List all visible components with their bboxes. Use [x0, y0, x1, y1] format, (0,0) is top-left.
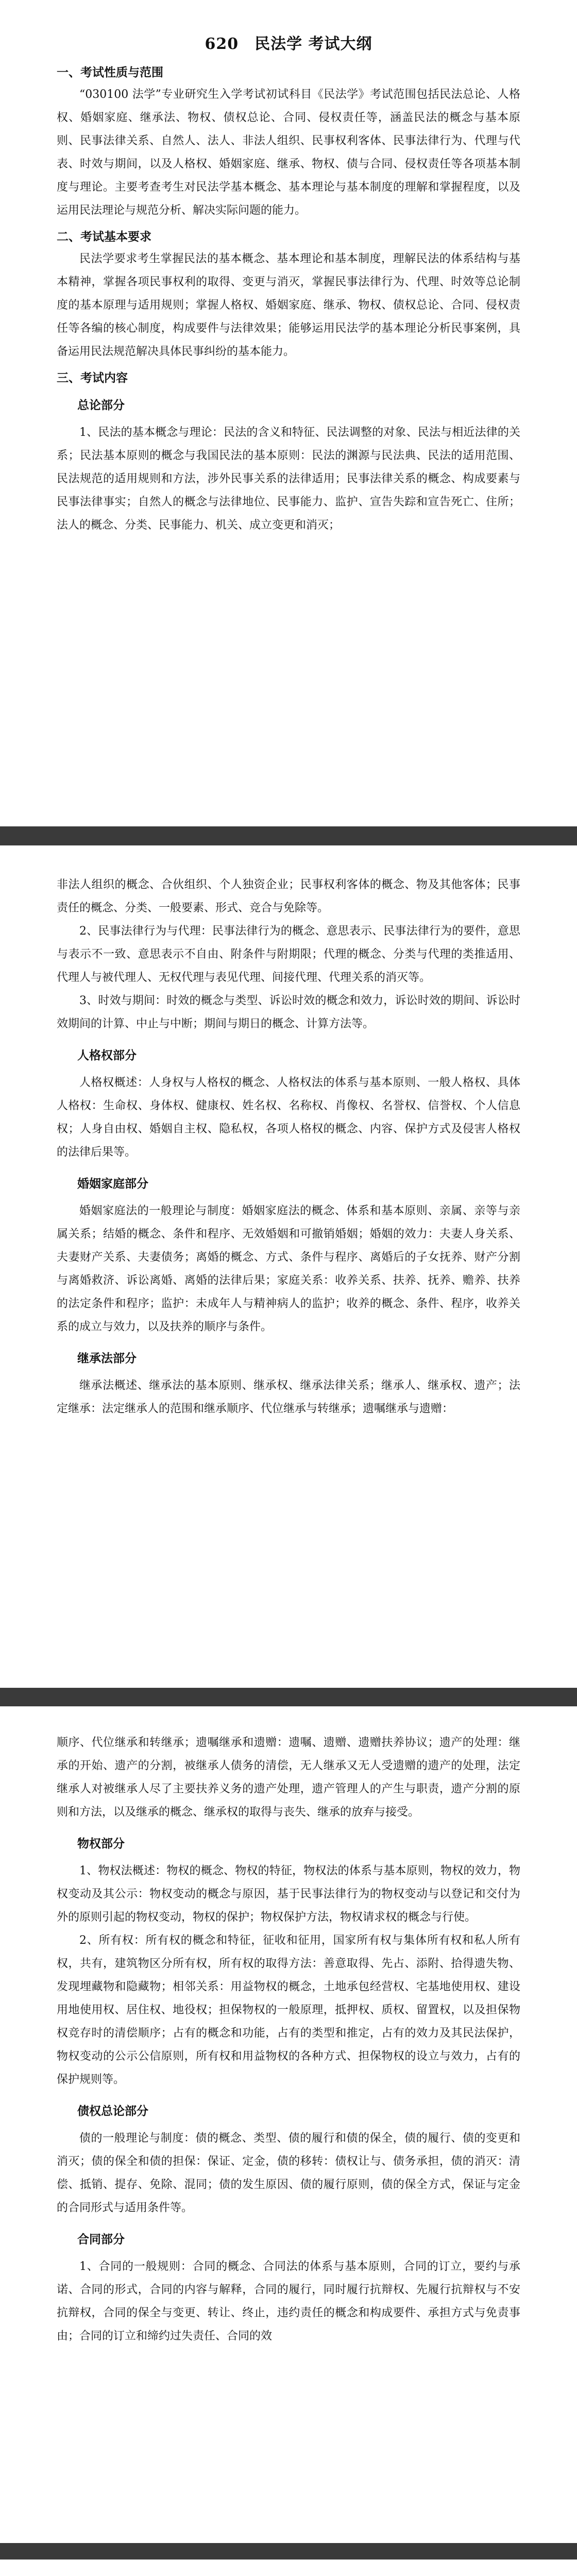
subsection-heading: 继承法部分 [77, 1352, 137, 1365]
subsection-heading: 物权部分 [77, 1837, 125, 1851]
paragraph: 继承法概述、继承法的基本原则、继承权、继承法律关系；继承人、继承权、遗产；法定继承：法定继承人的范围和继承顺序、代位继承与转继承；遗嘱继承与遗赠： [57, 1379, 520, 1415]
section-heading: 二、考试基本要求 [57, 230, 151, 244]
document-title: 620 民法学 考试大纲 [205, 35, 372, 53]
page-content [57, 1731, 520, 2348]
paragraph-continuation: 顺序、代位继承和转继承；遗嘱继承和遗赠：遗嘱、遗赠、遗赠扶养协议；遗产的处理：继承的开始、遗产的分割，被继承人债务的清偿，无人继承又无人受遗赠的遗产的处理，法定继承人对被继承人尽了主要扶养义务的遗产处理，遗产管理人的产生与职责，遗产分割的原则和方法，以及继承的概念、继承权的取得与丧失、继承的放弃与接受。 [57, 1736, 520, 1819]
subsection-heading: 婚姻家庭部分 [77, 1177, 148, 1191]
page-content [57, 31, 520, 537]
document-page [0, 0, 577, 826]
subsection-heading: 债权总论部分 [77, 2105, 148, 2118]
subsection-heading: 总论部分 [77, 399, 125, 412]
paragraph: 债的一般理论与制度：债的概念、类型、债的履行和债的保全，债的履行、债的变更和消灭；债的保全和债的担保：保证、定金，债的移转：债权让与、债务承担，债的消灭：清偿、抵销、提存、免除、混同；债的发生原因、债的履行原则，债的保全方式，保证与定金的合同形式与适用条件等。 [57, 2132, 520, 2214]
paragraph: 1、合同的一般规则：合同的概念、合同法的体系与基本原则，合同的订立，要约与承诺、合同的形式，合同的内容与解释，合同的履行，同时履行抗辩权、先履行抗辩权与不安抗辩权，合同的保全与变更、转让、终止，违约责任的概念和构成要件、承担方式与免责事由；合同的订立和缔约过失责任、合同的效 [57, 2260, 520, 2343]
subsection-heading: 人格权部分 [77, 1049, 137, 1062]
paragraph: 1、民法的基本概念与理论：民法的含义和特征、民法调整的对象、民法与相近法律的关系；民法基本原则的概念与我国民法的基本原则：民法的渊源与民法典、民法的适用范围、民法规范的适用规则和方法，涉外民事关系的法律适用；民事法律关系的概念、构成要素与民事法律事实；自然人的概念与法律地位、民事能力、监护、宣告失踪和宣告死亡、住所；法人的概念、分类、民事能力、机关、成立变更和消灭； [57, 426, 520, 532]
page-content [57, 873, 520, 1420]
document-page [0, 2560, 577, 2576]
section-heading: 一、考试性质与范围 [57, 66, 163, 79]
page-separator [0, 1688, 577, 1707]
paragraph: 民法学要求考生掌握民法的基本概念、基本理论和基本制度，理解民法的体系结构与基本精神，掌握各项民事权利的取得、变更与消灭，掌握民事法律行为、代理、时效等总论制度的基本原理与适用规则；掌握人格权、婚姻家庭、继承、物权、债权总论、合同、侵权责任等各编的核心制度，构成要件与法律效果；能够运用民法学的基本理论分析民事案例，具备运用民法规范解决具体民事纠纷的基本能力。 [57, 252, 520, 358]
paragraph: 2、民事法律行为与代理：民事法律行为的概念、意思表示、民事法律行为的要件，意思与表示不一致、意思表示不自由、附条件与附期限；代理的概念、分类与代理的类推适用、代理人与被代理人、无权代理与表见代理、间接代理、代理关系的消灭等。 [57, 925, 520, 984]
section-heading: 三、考试内容 [57, 371, 128, 385]
paragraph: 婚姻家庭法的一般理论与制度：婚姻家庭法的概念、体系和基本原则、亲属、亲等与亲属关系；结婚的概念、条件和程序、无效婚姻和可撤销婚姻；婚姻的效力：夫妻人身关系、夫妻财产关系、夫妻债务；离婚的概念、方式、条件与程序、离婚后的子女抚养、财产分割与离婚救济、诉讼离婚、离婚的法律后果；家庭关系：收养关系、扶养、抚养、赡养、扶养的法定条件和程序；监护：未成年人与精神病人的监护；收养的概念、条件、程序，收养关系的成立与效力，以及扶养的顺序与条件。 [57, 1205, 520, 1333]
paragraph: 人格权概述：人身权与人格权的概念、人格权法的体系与基本原则、一般人格权、具体人格权：生命权、身体权、健康权、姓名权、名称权、肖像权、名誉权、信誉权、个人信息权；人身自由权、婚姻自主权、隐私权，各项人格权的概念、内容、保护方式及侵害人格权的法律后果等。 [57, 1076, 520, 1159]
paragraph-continuation: 非法人组织的概念、合伙组织、个人独资企业；民事权利客体的概念、物及其他客体；民事责任的概念、分类、一般要素、形式、竞合与免除等。 [57, 878, 520, 914]
document-page [0, 848, 577, 1688]
subsection-heading: 合同部分 [77, 2233, 125, 2246]
document-page [0, 1706, 577, 2543]
paragraph: “030100 法学”专业研究生入学考试初试科目《民法学》考试范围包括民法总论、人格权、婚姻家庭、继承法、物权、债权总论、合同、侵权责任等，涵盖民法的概念与基本原则、民事法律关系、自然人、法人、非法人组织、民事权利客体、民事法律行为、代理与代表、时效与期间，以及人格权、婚姻家庭、继承、物权、债与合同、侵权责任等各项基本制度与理论。主要考查考生对民法学基本概念、基本理论与基本制度的理解和掌握程度，以及运用民法理论与规范分析、解决实际问题的能力。 [57, 88, 520, 217]
paragraph: 3、时效与期间：时效的概念与类型、诉讼时效的概念和效力，诉讼时效的期间、诉讼时效期间的计算、中止与中断；期间与期日的概念、计算方法等。 [57, 994, 520, 1030]
paragraph: 1、物权法概述：物权的概念、物权的特征，物权法的体系与基本原则，物权的效力，物权变动及其公示：物权变动的概念与原因，基于民事法律行为的物权变动与以登记和交付为外的原则引起的物权变动，物权的保护；物权保护方法，物权请求权的概念与行使。 [57, 1865, 520, 1924]
paragraph: 2、所有权：所有权的概念和特征，征收和征用，国家所有权与集体所有权和私人所有权，共有，建筑物区分所有权，所有权的取得方法：善意取得、先占、添附、拾得遗失物、发现埋藏物和隐藏物；相邻关系：用益物权的概念，土地承包经营权、宅基地使用权、建设用地使用权、居住权、地役权；担保物权的一般原理，抵押权、质权、留置权，以及担保物权竞存时的清偿顺序；占有的概念和功能，占有的类型和推定，占有的效力及其民法保护，物权变动的公示公信原则，所有权和用益物权的各种方式、担保物权的设立与效力，占有的保护规则等。 [57, 1934, 520, 2086]
page-separator [0, 826, 577, 845]
